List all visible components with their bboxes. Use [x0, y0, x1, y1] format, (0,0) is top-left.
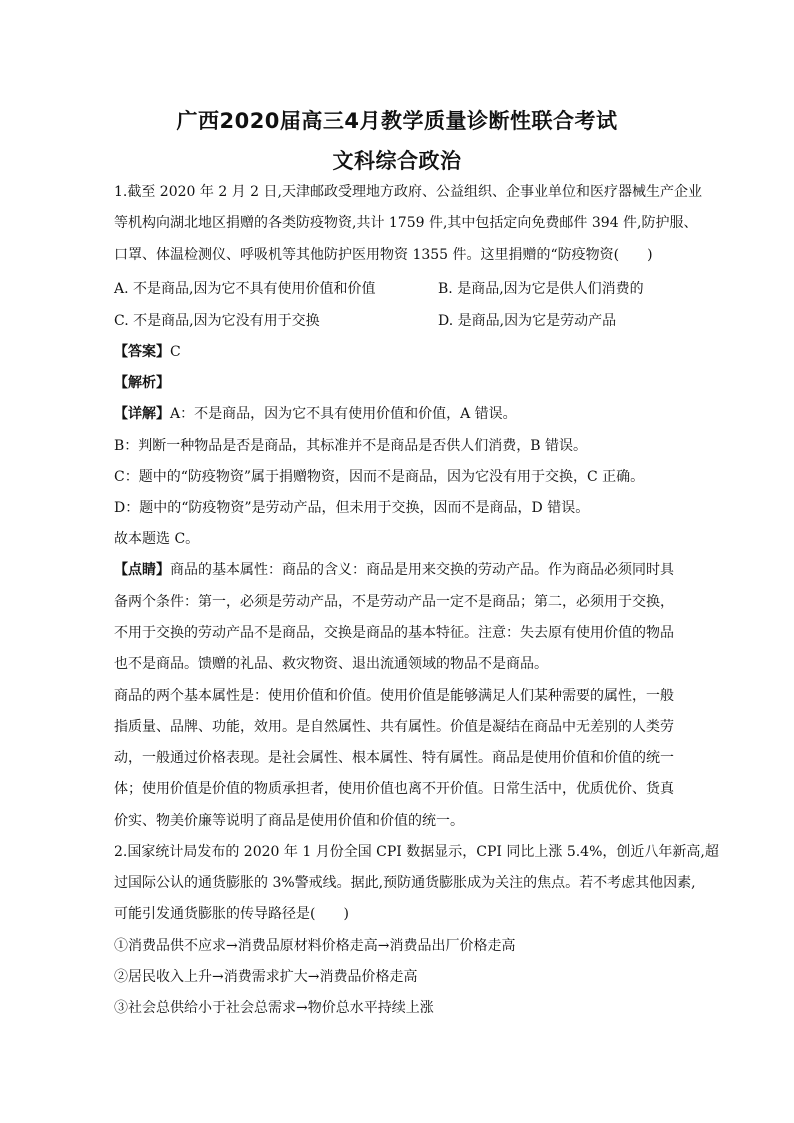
exam-subtitle: 文科综合政治 — [332, 149, 462, 173]
q1-answer-line — [114, 342, 686, 362]
q1-option-a: A. 不是商品,因为它不具有使用价值和价值 — [114, 281, 376, 297]
note-text-1: 商品的基本属性：商品的含义：商品是用来交换的劳动产品。作为商品必须同时具 — [170, 562, 674, 578]
exam-title: 广西2020届高三4月教学质量诊断性联合考试 — [176, 109, 618, 133]
q1-stem-line-2: 等机构向湖北地区捐赠的各类防疫物资,共计 1759 件,其中包括定向免费邮件 394 件,防护服、 — [114, 215, 698, 231]
q1-stem-line-1: 1.截至 2020 年 2 月 2 日,天津邮政受理地方政府、公益组织、企事业单位和医疗器械生产企业 — [114, 184, 702, 200]
detail-line-3: C：题中的“防疫物资”属于捐赠物资，因而不是商品，因为它没有用于交换，C 正确。 — [114, 469, 645, 485]
q1-option-d: D. 是商品,因为它是劳动产品 — [438, 313, 617, 329]
note-tag: 【点睛】 — [114, 562, 170, 578]
q2-stem-line-3: 可能引发通货膨胀的传导路径是( ) — [114, 906, 349, 922]
answer-tag: 【答案】 — [114, 344, 170, 360]
note-line-7: 动，一般通过价格表现。是社会属性、根本属性、特有属性。商品是使用价值和价值的统一 — [114, 750, 674, 766]
q1-stem-line-3: 口罩、体温检测仪、呼吸机等其他防护医用物资 1355 件。这里捐赠的“防疫物资( ) — [114, 247, 653, 263]
q2-item-2: ②居民收入上升→消费需求扩大→消费品价格走高 — [114, 969, 418, 985]
q2-item-3: ③社会总供给小于社会总需求→物价总水平持续上涨 — [114, 1000, 434, 1016]
detail-line-5: 故本题选 C。 — [114, 531, 200, 547]
note-line-5: 商品的两个基本属性是：使用价值和价值。使用价值是能够满足人们某种需要的属性，一般 — [114, 688, 674, 704]
answer-value: C — [170, 344, 181, 360]
q2-stem-line-1: 2.国家统计局发布的 2020 年 1 月份全国 CPI 数据显示，CPI 同比上涨 5.4%，创近八年新高,超 — [114, 844, 719, 860]
note-line-4: 也不是商品。馈赠的礼品、救灾物资、退出流通领域的物品不是商品。 — [114, 656, 548, 672]
detail-line-4: D：题中的“防疫物资”是劳动产品，但未用于交换，因而不是商品，D 错误。 — [114, 500, 590, 516]
detail-line-2: B：判断一种物品是否是商品，其标准并不是商品是否供人们消费，B 错误。 — [114, 438, 588, 454]
note-line-6: 指质量、品牌、功能，效用。是自然属性、共有属性。价值是凝结在商品中无差别的人类劳 — [114, 719, 674, 735]
analysis-tag: 【解析】 — [114, 375, 170, 391]
q1-option-b: B. 是商品,因为它是供人们消费的 — [438, 281, 644, 297]
note-line-8: 体；使用价值是价值的物质承担者，使用价值也离不开价值。日常生活中，优质优价、货真 — [114, 781, 674, 797]
detail-text-1: A：不是商品，因为它不具有使用价值和价值，A 错误。 — [170, 406, 517, 422]
note-line-9: 价实、物美价廉等说明了商品是使用价值和价值的统一。 — [114, 813, 464, 829]
note-line-3: 不用于交换的劳动产品不是商品，交换是商品的基本特征。注意：失去原有使用价值的物品 — [114, 625, 674, 641]
q2-item-1: ①消费品供不应求→消费品原材料价格走高→消费品出厂价格走高 — [114, 938, 516, 954]
q2-stem-line-2: 过国际公认的通货膨胀的 3%警戒线。据此,预防通货膨胀成为关注的焦点。若不考虑其他因素, — [114, 875, 696, 891]
q1-option-c: C. 不是商品,因为它没有用于交换 — [114, 313, 320, 329]
note-line-2: 备两个条件：第一，必须是劳动产品，不是劳动产品一定不是商品；第二，必须用于交换， — [114, 594, 674, 610]
note-line-1 — [114, 560, 686, 580]
detail-line-1 — [114, 404, 686, 424]
detail-tag: 【详解】 — [114, 406, 170, 422]
